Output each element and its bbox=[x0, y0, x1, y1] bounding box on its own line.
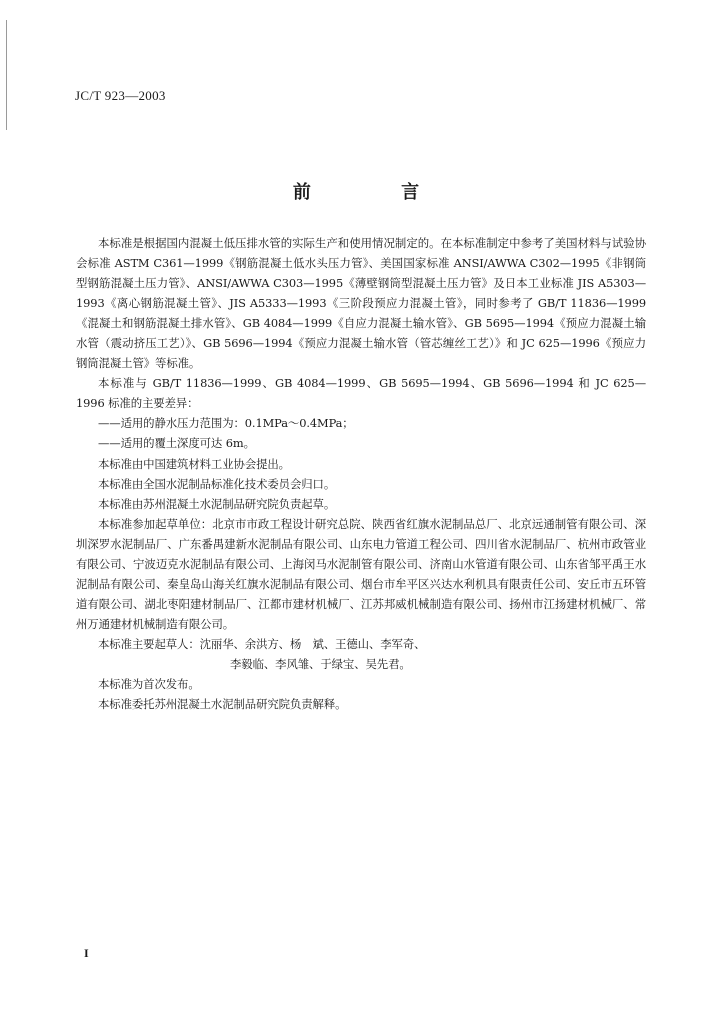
foreword-body bbox=[76, 233, 646, 714]
paragraph-drafted-by: 本标准由苏州混凝土水泥制品研究院负责起草。 bbox=[98, 496, 336, 511]
paragraph-proposed-by: 本标准由中国建筑材料工业协会提出。 bbox=[98, 456, 290, 471]
paragraph-administered-by: 本标准由全国水泥制品标准化技术委员会归口。 bbox=[98, 476, 336, 491]
paragraph-first-release: 本标准为首次发布。 bbox=[98, 677, 200, 692]
paragraph-basis: 本标准是根据国内混凝土低压排水管的实际生产和使用情况制定的。在本标准制定中参考了美国材料与试验协会标准 ASTM C361—1999《钢筋混凝土低水头压力管》、美国国家标准 ANSI/AWWA C302—1995《非钢筒型钢筋混凝土压力管》、ANSI/AWWA C303—1995《薄壁钢筒型混凝土压力管》及日本工业标准 JIS A5303—1993《离心钢筋混凝土管》、JIS A5333—1993《三阶段预应力混凝土管》，同时参考了 GB/T 11836—1999《混凝土和钢筋混凝土排水管》、GB 4084—1999《自应力混凝土输水管》、GB 5695—1994《预应力混凝土输水管（震动挤压工艺）》、GB 5696—1994《预应力混凝土输水管（管芯缠丝工艺）》和 JC 625—1996《预应力钢筒混凝土管》等标准。 bbox=[76, 236, 646, 371]
paragraph-main-drafters: 本标准主要起草人：沈丽华、余洪方、杨 斌、王德山、李军奇、 bbox=[98, 636, 426, 651]
page-title: 前 言 bbox=[292, 182, 462, 203]
standard-code: JC/T 923—2003 bbox=[75, 88, 166, 103]
page-number: I bbox=[84, 946, 89, 960]
scan-margin-line bbox=[6, 20, 7, 130]
paragraph-main-drafters-continued: 李毅临、李风雏、于绿宝、吴先君。 bbox=[230, 656, 411, 671]
list-item-cover-depth: ——适用的覆土深度可达 6m。 bbox=[98, 436, 255, 451]
paragraph-participating-units: 本标准参加起草单位：北京市市政工程设计研究总院、陕西省红旗水泥制品总厂、北京远通制管有限公司、深圳深罗水泥制品厂、广东番禺建新水泥制品有限公司、山东电力管道工程公司、四川省水泥制品厂、杭州市政管业有限公司、宁波迈克水泥制品有限公司、上海闵马水泥制管有限公司、济南山水管道有限公司、山东省邹平禹王水泥制品有限公司、秦皇岛山海关红旗水泥制品有限公司、烟台市牟平区兴达水利机具有限责任公司、安丘市五环管道有限公司、湖北枣阳建材制品厂、江都市建材机械厂、江苏邦威机械制造有限公司、扬州市江扬建材机械厂、常州万通建材机械制造有限公司。 bbox=[76, 516, 646, 631]
list-item-pressure-range: ——适用的静水压力范围为：0.1MPa～0.4MPa； bbox=[98, 416, 354, 431]
paragraph-interpretation: 本标准委托苏州混凝土水泥制品研究院负责解释。 bbox=[98, 697, 347, 712]
paragraph-differences: 本标准与 GB/T 11836—1999、GB 4084—1999、GB 5695—1994、GB 5696—1994 和 JC 625—1996 标准的主要差异： bbox=[76, 376, 646, 411]
